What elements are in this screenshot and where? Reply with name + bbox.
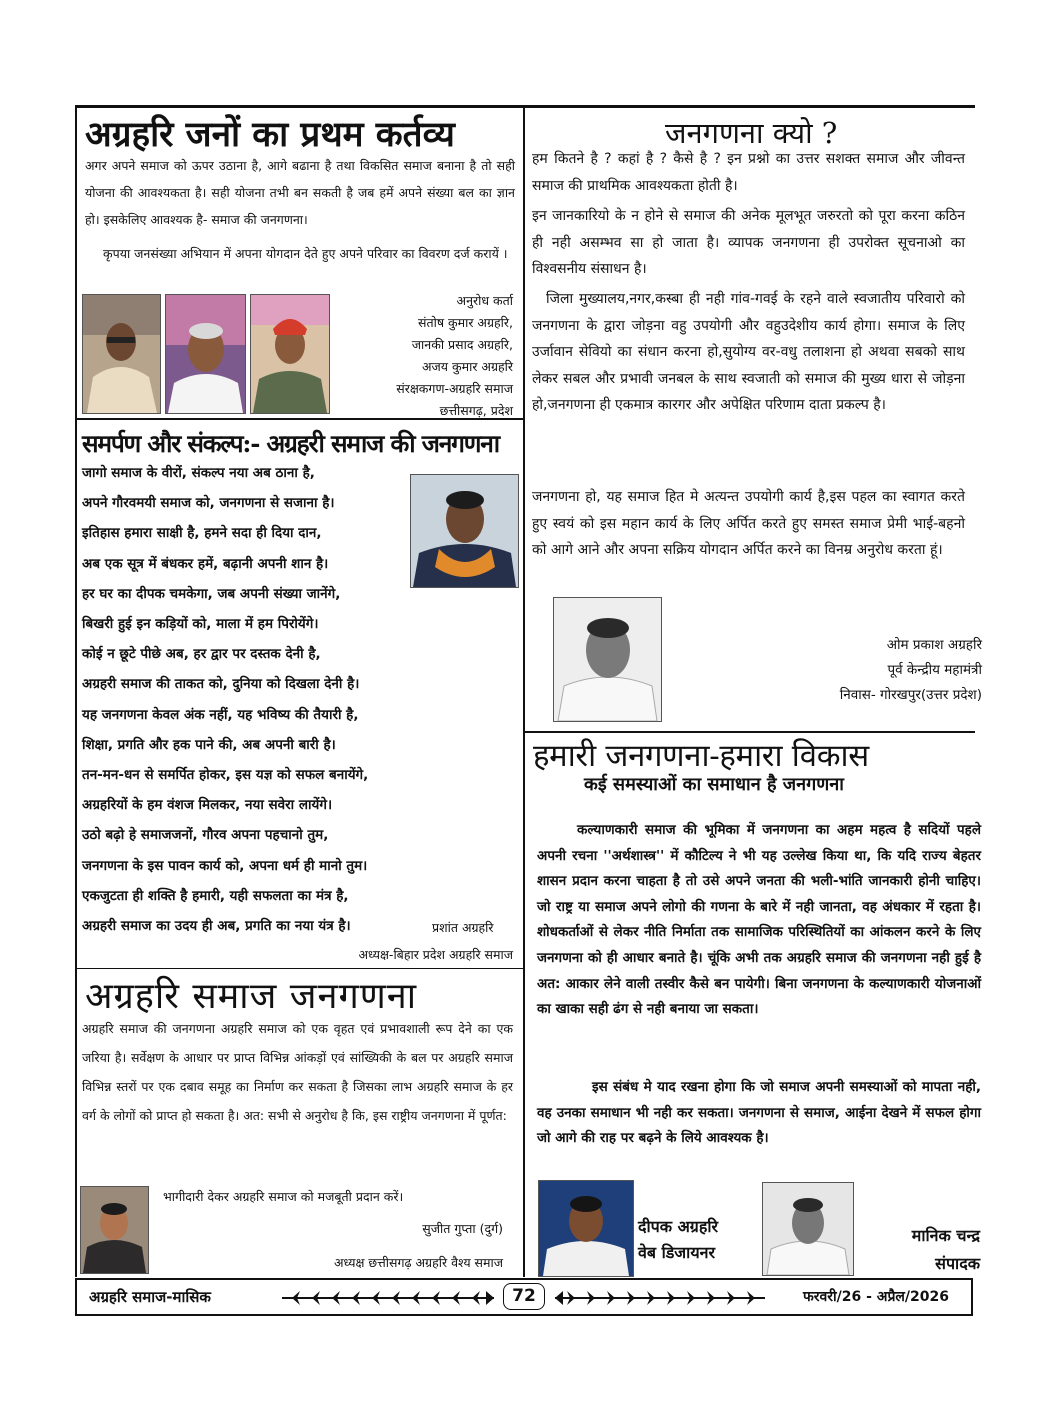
credit-editor <box>912 1222 980 1278</box>
signature-line: अनुरोध कर्ता <box>456 293 513 308</box>
member-photo <box>165 294 246 414</box>
left-column-rule <box>75 107 77 1277</box>
left-divider-2 <box>77 968 523 969</box>
footer-ornament-right <box>555 1287 765 1309</box>
footer-issue-date: फरवरी/26 - अप्रैल/2026 <box>802 1289 949 1305</box>
editor-photo <box>762 1182 854 1276</box>
section-paragraph: भागीदारी देकर अग्रहरि समाज को मजबूती प्रदान करें। <box>163 1189 404 1204</box>
poem-line: अग्रहरी समाज का उदय ही अब, प्रगति का नया यंत्र है। <box>82 918 351 935</box>
section-title-janganana-kyo: जनगणना क्यो ? <box>665 116 838 150</box>
author-signature <box>840 633 982 708</box>
section-paragraph: अगर अपने समाज को ऊपर उठाना है, आगे बढाना है तथा विकसित समाज बनाना है तो सही योजना की आवश्यकता है। सही योजना तभी बन सकती है जब हमें अपने संख्या बल का ज्ञान हो। इसकेलिए आवश्यक है- समाज की जनगणना। <box>85 158 515 227</box>
section-paragraph: इन जानकारियो के न होने से समाज की अनेक मूलभूत जरुरतो को पूरा करना कठिन ही नही असम्भव सा हो जाता है। व्यापक जनगणना ही उपरोक्त सूचनाओ का विश्वसनीय संसाधन है। <box>532 208 965 277</box>
signature-line: संतोष कुमार अग्रहरि, <box>418 315 513 330</box>
poem-line: यह जनगणना केवल अंक नहीं, यह भविष्य की तैयारी है, <box>82 706 359 723</box>
poem-line: हर घर का दीपक चमकेगा, जब अपनी संख्या जानेंगे, <box>82 585 341 602</box>
poem-line: अग्रहरियों के हम वंशज मिलकर, नया सवेरा लायेंगे। <box>82 797 333 814</box>
member-photo <box>82 294 161 414</box>
credit-role: वेब डिजायनर <box>638 1243 716 1262</box>
poem-line: कोई न छूटे पीछे अब, हर द्वार पर दस्तक देनी है, <box>82 646 321 663</box>
designer-photo <box>538 1180 634 1277</box>
footer-bar <box>75 1278 973 1316</box>
signature-line: निवास- गोरखपुर(उत्तर प्रदेश) <box>839 687 982 703</box>
section-paragraph: कल्याणकारी समाज की भूमिका में जनगणना का अहम महत्व है सदियों पहले अपनी रचना ''अर्थशास्त्र'' में कौटिल्य ने भी यह उल्लेख किया था, कि यदि राज्य बेहतर शासन प्रदान करना चाहता है तो उसे अपने जनता की भली-भांति जानकारी होनी चाहिए। जो राष्ट्र या समाज अपने लोगो की गणना के बारे में नही जानता, वह अंधकार में रहता है। शोधकर्ताओं से लेकर नीति निर्माता तक सामाजिक परिस्थितियों का आंकलन करने के लिए जनगणना को ही आधार बनाते है। चूंकि अभी तक अग्रहरि समाज की जनगणना नही हुई है अत: आकार लेने वाली तस्वीर कैसे बन पायेगी। बिना जनगणना के कल्याणकारी योजनाओं का खाका सही ढंग से नही बनाया जा सकता। <box>537 822 981 1018</box>
footer-publication: अग्रहरि समाज-मासिक <box>89 1288 211 1306</box>
signature-line: छत्तीसगढ़, प्रदेश <box>439 403 513 418</box>
top-rule <box>75 105 975 108</box>
signature-line: पूर्व केन्द्रीय महामंत्री <box>887 662 982 678</box>
poem-line: शिक्षा, प्रगति और हक पाने की, अब अपनी बारी है। <box>82 736 336 753</box>
poem-line: अपने गौरवमयी समाज को, जनगणना से सजाना है। <box>82 495 335 512</box>
signature-line: संरक्षकगण-अग्रहरि समाज <box>396 381 513 396</box>
poem-line: तन-मन-धन से समर्पित होकर, इस यज्ञ को सफल बनायेंगे, <box>82 767 369 784</box>
request-signatories <box>396 290 513 422</box>
section-paragraph: जिला मुख्यालय,नगर,कस्बा ही नही गांव-गवई के रहने वाले स्वजातीय परिवारो को जनगणना के द्वारा जोड़ना वहु उपयोगी और वहुउदेशीय कार्य होगा। समाज के लिए उर्जावान सेवियो का संधान करना हो,सुयोग्य वर-वधु तलाशना हो अथवा सबको साथ लेकर सबल और प्रभावी जनबल के साथ स्वजाती को समाज की मुख्य धारा से जोड़ना हो,जनगणना ही एकमात्र कारगर और अपेक्षित परिणाम दाता प्रकल्प है। <box>532 291 965 413</box>
author-role: अध्यक्ष छत्तीसगढ़ अग्रहरि वैश्य समाज <box>333 1255 503 1270</box>
signature-line: ओम प्रकाश अग्रहरि <box>886 637 982 653</box>
poet-photo <box>410 474 519 588</box>
section-title-hamari-janganana: हमारी जनगणना-हमारा विकास <box>533 738 869 774</box>
section-subtitle: कई समस्याओं का समाधान है जनगणना <box>584 774 844 795</box>
poem-line: एकजुटता ही शक्ति है हमारी, यही सफलता का मंत्र है, <box>82 887 349 904</box>
section-title-samaj-janganana: अग्रहरि समाज जनगणना <box>85 976 418 1017</box>
poem-line: अग्रहरी समाज की ताकत को, दुनिया को दिखला देनी है। <box>82 676 360 693</box>
section-title-samarpan: समर्पण और संकल्प:- अग्रहरी समाज की जनगणना <box>82 429 499 458</box>
author-photo <box>553 597 662 722</box>
section-title-pratham-kartavya: अग्रहरि जनों का प्रथम कर्तव्य <box>85 114 455 155</box>
poem-line: अब एक सूत्र में बंधकर हमें, बढ़ानी अपनी शान है। <box>82 555 329 572</box>
section-paragraph: जनगणना हो, यह समाज हित मे अत्यन्त उपयोगी कार्य है,इस पहल का स्वागत करते हुए स्वयं को इस महान कार्य के लिए अर्पित करते हुए समस्त समाज प्रेमी भाई-बहनो को आगे आने और अपना सक्रिय योगदान अर्पित करने का विनम्र अनुरोध करता हूं। <box>532 489 965 558</box>
poem-stanza <box>82 458 368 941</box>
author-name: सुजीत गुप्ता (दुर्ग) <box>422 1221 503 1236</box>
section-paragraph: हम कितने है ? कहां है ? कैसे है ? इन प्रश्नो का उत्तर सशक्त समाज और जीवन्त समाज की प्राथमिक आवश्यकता होती है। <box>532 151 965 194</box>
signature-line: अजय कुमार अग्रहरि <box>421 359 513 374</box>
footer-ornament-left <box>282 1287 494 1309</box>
section-paragraph: अग्रहरि समाज की जनगणना अग्रहरि समाज को एक वृहत एवं प्रभावशाली रूप देने का एक जरिया है। सर्वेक्षण के आधार पर प्राप्त विभिन्न आंकड़ों एवं सांख्यिकी के बल पर अग्रहरि समाज विभिन्न स्तरों पर एक दबाव समूह का निर्माण कर सकता है जिसका लाभ अग्रहरि समाज के हर वर्ग के लोगों को प्राप्त हो सकता है। अत: सभी से अनुरोध है कि, इस राष्ट्रीय जनगणना में पूर्णत: <box>82 1021 513 1123</box>
author-photo <box>80 1186 149 1274</box>
poem-line: उठो बढ़ो हे समाजजनों, गौरव अपना पहचानो तुम, <box>82 827 329 844</box>
page-number: 72 <box>503 1283 545 1310</box>
poet-role: अध्यक्ष-बिहार प्रदेश अग्रहरि समाज <box>358 947 513 962</box>
poem-line: जनगणना के इस पावन कार्य को, अपना धर्म ही मानो तुम। <box>82 857 368 874</box>
poem-line: इतिहास हमारा साक्षी है, हमने सदा ही दिया दान, <box>82 525 322 542</box>
section-paragraph: इस संबंध मे याद रखना होगा कि जो समाज अपनी समस्याओं को मापता नही, वह उनका समाधान भी नही कर सकता। जनगणना से समाज, आईना देखने में सफल होगा जो आगे की राह पर बढ़ने के लिये आवश्यक है। <box>537 1079 981 1147</box>
section-paragraph: कृपया जनसंख्या अभियान में अपना योगदान देते हुए अपने परिवार का विवरण दर्ज करायें । <box>103 246 508 261</box>
member-photo <box>250 294 330 414</box>
credit-name: मानिक चन्द्र <box>911 1226 980 1245</box>
poem-line: बिखरी हुई इन कड़ियों को, माला में हम पिरोयेंगे। <box>82 616 319 633</box>
credit-role: संपादक <box>935 1254 980 1273</box>
right-divider-1 <box>525 731 975 733</box>
center-column-rule <box>523 107 525 1277</box>
credit-name: दीपक अग्रहरि <box>638 1217 719 1236</box>
credit-designer <box>638 1214 718 1266</box>
poet-name: प्रशांत अग्रहरि <box>432 920 494 935</box>
signature-line: जानकी प्रसाद अग्रहरि, <box>411 337 513 352</box>
poem-line: जागो समाज के वीरों, संकल्प नया अब ठाना है, <box>82 465 315 481</box>
